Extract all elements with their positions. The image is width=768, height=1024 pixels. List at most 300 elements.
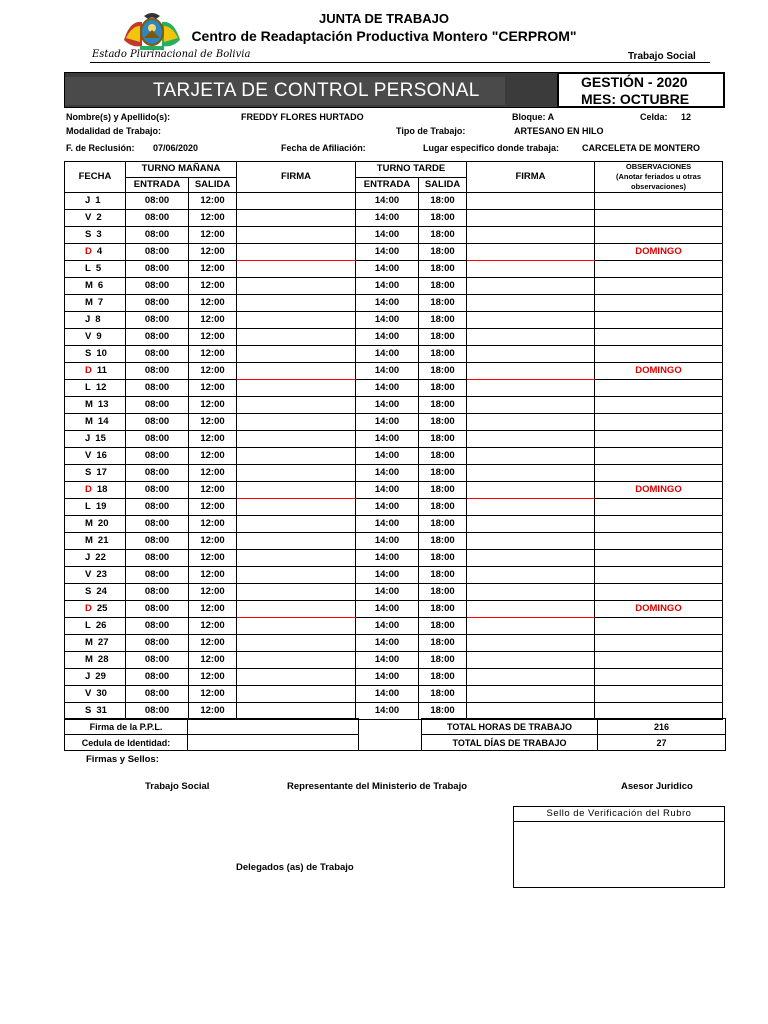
afternoon-exit: 18:00 <box>419 516 467 533</box>
observation-cell[interactable] <box>595 397 723 414</box>
bloque-label: Bloque: A <box>512 112 555 122</box>
weekday-letter: J <box>85 433 91 444</box>
lugar-value: CARCELETA DE MONTERO <box>582 143 700 153</box>
afternoon-signature[interactable] <box>467 584 595 601</box>
morning-entry: 08:00 <box>126 703 189 720</box>
observation-cell[interactable] <box>595 533 723 550</box>
afternoon-signature[interactable] <box>467 380 595 397</box>
afternoon-entry: 14:00 <box>356 550 419 567</box>
lugar-label: Lugar especifico donde trabaja: <box>423 143 560 153</box>
afternoon-exit: 18:00 <box>419 584 467 601</box>
morning-entry: 08:00 <box>126 346 189 363</box>
afternoon-entry: 14:00 <box>356 499 419 516</box>
morning-signature[interactable] <box>237 261 356 278</box>
afternoon-signature[interactable] <box>467 210 595 227</box>
afternoon-signature[interactable] <box>467 329 595 346</box>
observation-cell[interactable] <box>595 227 723 244</box>
morning-signature[interactable] <box>237 499 356 516</box>
table-row <box>65 278 723 295</box>
table-row <box>65 652 723 669</box>
weekday-letter: M <box>85 654 93 665</box>
day-number: 5 <box>95 263 102 274</box>
obs-header-line2: (Anotar feriados u otras <box>615 172 701 181</box>
observation-cell[interactable]: DOMINGO <box>595 482 723 499</box>
table-row <box>65 550 723 567</box>
morning-signature[interactable] <box>237 618 356 635</box>
col-salida-manana: SALIDA <box>189 177 237 193</box>
sig-delegados: Delegados (as) de Trabajo <box>236 862 354 873</box>
observation-cell[interactable] <box>595 210 723 227</box>
weekday-letter: J <box>85 195 91 206</box>
table-row <box>65 346 723 363</box>
afternoon-entry: 14:00 <box>356 261 419 278</box>
table-row <box>65 414 723 431</box>
morning-signature[interactable] <box>237 414 356 431</box>
morning-signature[interactable] <box>237 516 356 533</box>
morning-signature[interactable] <box>237 686 356 703</box>
observation-cell[interactable] <box>595 618 723 635</box>
afternoon-entry: 14:00 <box>356 482 419 499</box>
table-row <box>65 312 723 329</box>
table-row <box>65 397 723 414</box>
total-hours-value: 216 <box>598 719 726 735</box>
observation-cell[interactable] <box>595 346 723 363</box>
date-cell <box>65 261 126 278</box>
morning-exit: 12:00 <box>189 210 237 227</box>
day-number: 25 <box>96 603 108 614</box>
afternoon-entry: 14:00 <box>356 244 419 261</box>
weekday-letter: V <box>85 688 92 699</box>
afternoon-exit: 18:00 <box>419 244 467 261</box>
afternoon-signature[interactable] <box>467 499 595 516</box>
day-number: 18 <box>96 484 108 495</box>
date-cell <box>65 210 126 227</box>
name-value: FREDDY FLORES HURTADO <box>241 112 364 122</box>
afternoon-exit: 18:00 <box>419 448 467 465</box>
afternoon-signature[interactable] <box>467 414 595 431</box>
weekday-letter: D <box>85 365 92 376</box>
col-entrada-manana: ENTRADA <box>126 177 189 193</box>
afternoon-entry: 14:00 <box>356 312 419 329</box>
observation-cell[interactable] <box>595 193 723 210</box>
morning-entry: 08:00 <box>126 635 189 652</box>
header-divider <box>90 62 710 63</box>
date-cell <box>65 499 126 516</box>
day-number: 12 <box>95 382 107 393</box>
observation-cell[interactable] <box>595 278 723 295</box>
col-turno-tarde: TURNO TARDE <box>356 162 467 178</box>
morning-entry: 08:00 <box>126 397 189 414</box>
morning-exit: 12:00 <box>189 227 237 244</box>
afternoon-signature[interactable] <box>467 363 595 380</box>
afternoon-entry: 14:00 <box>356 584 419 601</box>
total-hours-label: TOTAL HORAS DE TRABAJO <box>422 719 598 735</box>
table-row <box>65 363 723 380</box>
afternoon-signature[interactable] <box>467 261 595 278</box>
afternoon-exit: 18:00 <box>419 210 467 227</box>
morning-entry: 08:00 <box>126 601 189 618</box>
table-row <box>65 244 723 261</box>
afternoon-signature[interactable] <box>467 227 595 244</box>
morning-exit: 12:00 <box>189 363 237 380</box>
observation-cell[interactable]: DOMINGO <box>595 363 723 380</box>
observation-cell[interactable] <box>595 499 723 516</box>
afternoon-signature[interactable] <box>467 346 595 363</box>
verification-stamp-box[interactable] <box>513 806 725 888</box>
obs-header-line3: observaciones) <box>630 182 687 191</box>
table-row <box>65 227 723 244</box>
weekday-letter: S <box>85 705 92 716</box>
afternoon-exit: 18:00 <box>419 397 467 414</box>
morning-entry: 08:00 <box>126 567 189 584</box>
morning-signature[interactable] <box>237 363 356 380</box>
col-firma-tarde: FIRMA <box>467 162 595 193</box>
afternoon-entry: 14:00 <box>356 669 419 686</box>
date-cell <box>65 363 126 380</box>
date-cell <box>65 703 126 720</box>
afternoon-entry: 14:00 <box>356 431 419 448</box>
observation-cell[interactable] <box>595 584 723 601</box>
date-cell <box>65 380 126 397</box>
title-bar-edge <box>505 73 557 107</box>
weekday-letter: M <box>85 297 93 308</box>
date-cell <box>65 244 126 261</box>
date-cell <box>65 397 126 414</box>
afternoon-entry: 14:00 <box>356 346 419 363</box>
morning-entry: 08:00 <box>126 686 189 703</box>
weekday-letter: J <box>85 314 91 325</box>
morning-entry: 08:00 <box>126 550 189 567</box>
observation-cell[interactable] <box>595 550 723 567</box>
table-row <box>65 533 723 550</box>
morning-signature[interactable] <box>237 601 356 618</box>
morning-signature[interactable] <box>237 465 356 482</box>
weekday-letter: S <box>85 586 92 597</box>
morning-exit: 12:00 <box>189 635 237 652</box>
morning-exit: 12:00 <box>189 601 237 618</box>
morning-signature[interactable] <box>237 584 356 601</box>
date-cell <box>65 686 126 703</box>
afternoon-exit: 18:00 <box>419 414 467 431</box>
observation-cell[interactable] <box>595 516 723 533</box>
weekday-letter: M <box>85 535 93 546</box>
morning-entry: 08:00 <box>126 210 189 227</box>
afternoon-entry: 14:00 <box>356 363 419 380</box>
morning-signature[interactable] <box>237 397 356 414</box>
afternoon-signature[interactable] <box>467 669 595 686</box>
weekday-letter: M <box>85 280 93 291</box>
table-row <box>65 567 723 584</box>
firma-ppl-field[interactable] <box>188 719 359 735</box>
afternoon-exit: 18:00 <box>419 635 467 652</box>
afternoon-signature[interactable] <box>467 448 595 465</box>
afternoon-signature[interactable] <box>467 312 595 329</box>
afternoon-signature[interactable] <box>467 618 595 635</box>
afternoon-entry: 14:00 <box>356 703 419 720</box>
morning-entry: 08:00 <box>126 584 189 601</box>
morning-signature[interactable] <box>237 431 356 448</box>
morning-entry: 08:00 <box>126 533 189 550</box>
date-cell <box>65 533 126 550</box>
day-number: 19 <box>95 501 107 512</box>
afternoon-entry: 14:00 <box>356 652 419 669</box>
morning-exit: 12:00 <box>189 567 237 584</box>
morning-signature[interactable] <box>237 652 356 669</box>
totals-table <box>64 718 726 751</box>
afternoon-exit: 18:00 <box>419 380 467 397</box>
day-number: 24 <box>96 586 107 597</box>
month-label: MES: OCTUBRE <box>581 91 690 107</box>
morning-entry: 08:00 <box>126 652 189 669</box>
observation-cell[interactable] <box>595 295 723 312</box>
date-cell <box>65 618 126 635</box>
afternoon-exit: 18:00 <box>419 329 467 346</box>
weekday-letter: M <box>85 637 93 648</box>
morning-entry: 08:00 <box>126 261 189 278</box>
afternoon-signature[interactable] <box>467 516 595 533</box>
col-firma-manana: FIRMA <box>237 162 356 193</box>
date-cell <box>65 516 126 533</box>
afternoon-signature[interactable] <box>467 567 595 584</box>
observation-cell[interactable]: DOMINGO <box>595 601 723 618</box>
afternoon-exit: 18:00 <box>419 431 467 448</box>
morning-signature[interactable] <box>237 210 356 227</box>
weekday-letter: V <box>85 569 92 580</box>
morning-signature[interactable] <box>237 482 356 499</box>
afternoon-signature[interactable] <box>467 465 595 482</box>
morning-signature[interactable] <box>237 227 356 244</box>
morning-entry: 08:00 <box>126 278 189 295</box>
afternoon-exit: 18:00 <box>419 618 467 635</box>
table-row <box>65 210 723 227</box>
weekday-letter: M <box>85 518 93 529</box>
afternoon-signature[interactable] <box>467 193 595 210</box>
date-cell <box>65 567 126 584</box>
day-number: 27 <box>97 637 109 648</box>
morning-exit: 12:00 <box>189 516 237 533</box>
morning-signature[interactable] <box>237 567 356 584</box>
afternoon-entry: 14:00 <box>356 635 419 652</box>
day-number: 10 <box>96 348 107 359</box>
observation-cell[interactable] <box>595 652 723 669</box>
afternoon-exit: 18:00 <box>419 227 467 244</box>
afternoon-entry: 14:00 <box>356 295 419 312</box>
morning-signature[interactable] <box>237 533 356 550</box>
day-number: 26 <box>95 620 107 631</box>
afternoon-signature[interactable] <box>467 601 595 618</box>
morning-exit: 12:00 <box>189 278 237 295</box>
day-number: 23 <box>96 569 107 580</box>
obs-header-line1: OBSERVACIONES <box>625 162 692 171</box>
weekday-letter: L <box>85 263 91 274</box>
totals-gap-2 <box>359 735 422 751</box>
morning-exit: 12:00 <box>189 652 237 669</box>
morning-exit: 12:00 <box>189 499 237 516</box>
morning-exit: 12:00 <box>189 584 237 601</box>
afternoon-entry: 14:00 <box>356 397 419 414</box>
observation-cell[interactable]: DOMINGO <box>595 244 723 261</box>
date-cell <box>65 652 126 669</box>
afternoon-entry: 14:00 <box>356 329 419 346</box>
observation-cell[interactable] <box>595 329 723 346</box>
firmas-sellos-label: Firmas y Sellos: <box>86 754 159 765</box>
morning-exit: 12:00 <box>189 550 237 567</box>
table-row <box>65 703 723 720</box>
morning-entry: 08:00 <box>126 193 189 210</box>
observation-cell[interactable] <box>595 414 723 431</box>
day-number: 31 <box>96 705 107 716</box>
morning-signature[interactable] <box>237 244 356 261</box>
observation-cell[interactable] <box>595 448 723 465</box>
date-cell <box>65 601 126 618</box>
date-cell <box>65 584 126 601</box>
title-bar <box>64 72 557 108</box>
morning-signature[interactable] <box>237 346 356 363</box>
morning-signature[interactable] <box>237 380 356 397</box>
table-row <box>65 635 723 652</box>
morning-signature[interactable] <box>237 550 356 567</box>
day-number: 14 <box>97 416 109 427</box>
afternoon-signature[interactable] <box>467 635 595 652</box>
afternoon-exit: 18:00 <box>419 686 467 703</box>
sig-asesor: Asesor Juridico <box>621 781 693 792</box>
afternoon-exit: 18:00 <box>419 278 467 295</box>
weekday-letter: S <box>85 348 92 359</box>
morning-signature[interactable] <box>237 278 356 295</box>
afternoon-exit: 18:00 <box>419 482 467 499</box>
morning-signature[interactable] <box>237 193 356 210</box>
col-entrada-tarde: ENTRADA <box>356 177 419 193</box>
afternoon-entry: 14:00 <box>356 227 419 244</box>
afternoon-signature[interactable] <box>467 703 595 720</box>
observation-cell[interactable] <box>595 465 723 482</box>
afternoon-exit: 18:00 <box>419 193 467 210</box>
reclusion-value: 07/06/2020 <box>153 143 199 153</box>
morning-exit: 12:00 <box>189 312 237 329</box>
tipo-label: Tipo de Trabajo: <box>396 126 466 136</box>
observation-cell[interactable] <box>595 669 723 686</box>
morning-signature[interactable] <box>237 448 356 465</box>
afternoon-exit: 18:00 <box>419 295 467 312</box>
morning-signature[interactable] <box>237 329 356 346</box>
afternoon-signature[interactable] <box>467 278 595 295</box>
date-cell <box>65 414 126 431</box>
afternoon-signature[interactable] <box>467 652 595 669</box>
observation-cell[interactable] <box>595 703 723 720</box>
afternoon-exit: 18:00 <box>419 346 467 363</box>
morning-exit: 12:00 <box>189 482 237 499</box>
observation-cell[interactable] <box>595 261 723 278</box>
morning-entry: 08:00 <box>126 482 189 499</box>
morning-entry: 08:00 <box>126 227 189 244</box>
total-days-value: 27 <box>598 735 726 751</box>
col-observaciones <box>595 162 723 193</box>
cedula-field[interactable] <box>188 735 359 751</box>
table-row <box>65 448 723 465</box>
morning-signature[interactable] <box>237 295 356 312</box>
day-number: 4 <box>96 246 103 257</box>
date-cell <box>65 295 126 312</box>
day-number: 20 <box>97 518 109 529</box>
table-row <box>65 686 723 703</box>
day-number: 13 <box>97 399 109 410</box>
morning-signature[interactable] <box>237 703 356 720</box>
table-row <box>65 516 723 533</box>
date-cell <box>65 465 126 482</box>
attendance-table <box>64 161 723 720</box>
morning-entry: 08:00 <box>126 244 189 261</box>
col-fecha: FECHA <box>65 162 126 193</box>
afternoon-signature[interactable] <box>467 244 595 261</box>
day-number: 29 <box>95 671 106 682</box>
morning-exit: 12:00 <box>189 669 237 686</box>
weekday-letter: D <box>85 603 92 614</box>
day-number: 21 <box>97 535 109 546</box>
name-label: Nombre(s) y Apellido(s): <box>66 112 171 122</box>
date-cell <box>65 635 126 652</box>
afternoon-entry: 14:00 <box>356 686 419 703</box>
weekday-letter: D <box>85 246 92 257</box>
afternoon-signature[interactable] <box>467 533 595 550</box>
afternoon-exit: 18:00 <box>419 465 467 482</box>
weekday-letter: V <box>85 331 92 342</box>
table-row <box>65 669 723 686</box>
center-heading: Centro de Readaptación Productiva Montero "CERPROM" <box>191 28 577 44</box>
date-cell <box>65 227 126 244</box>
observation-cell[interactable] <box>595 635 723 652</box>
afternoon-signature[interactable] <box>467 550 595 567</box>
morning-signature[interactable] <box>237 669 356 686</box>
morning-exit: 12:00 <box>189 295 237 312</box>
date-cell <box>65 550 126 567</box>
weekday-letter: V <box>85 450 92 461</box>
afternoon-signature[interactable] <box>467 397 595 414</box>
day-number: 8 <box>95 314 101 325</box>
afternoon-signature[interactable] <box>467 431 595 448</box>
observation-cell[interactable] <box>595 380 723 397</box>
afternoon-entry: 14:00 <box>356 448 419 465</box>
afternoon-exit: 18:00 <box>419 601 467 618</box>
observation-cell[interactable] <box>595 312 723 329</box>
morning-entry: 08:00 <box>126 431 189 448</box>
morning-signature[interactable] <box>237 312 356 329</box>
table-row <box>65 601 723 618</box>
day-number: 6 <box>97 280 104 291</box>
afternoon-entry: 14:00 <box>356 210 419 227</box>
day-number: 2 <box>96 212 102 223</box>
afternoon-signature[interactable] <box>467 295 595 312</box>
observation-cell[interactable] <box>595 686 723 703</box>
table-row <box>65 261 723 278</box>
afternoon-entry: 14:00 <box>356 601 419 618</box>
observation-cell[interactable] <box>595 431 723 448</box>
afternoon-entry: 14:00 <box>356 533 419 550</box>
afternoon-signature[interactable] <box>467 686 595 703</box>
observation-cell[interactable] <box>595 567 723 584</box>
afternoon-exit: 18:00 <box>419 533 467 550</box>
estado-script: Estado Plurinacional de Bolivia <box>92 49 251 60</box>
afternoon-signature[interactable] <box>467 482 595 499</box>
day-number: 22 <box>95 552 106 563</box>
date-cell <box>65 346 126 363</box>
weekday-letter: M <box>85 399 93 410</box>
afternoon-exit: 18:00 <box>419 312 467 329</box>
morning-signature[interactable] <box>237 635 356 652</box>
morning-exit: 12:00 <box>189 533 237 550</box>
morning-exit: 12:00 <box>189 397 237 414</box>
day-number: 9 <box>96 331 102 342</box>
morning-entry: 08:00 <box>126 312 189 329</box>
